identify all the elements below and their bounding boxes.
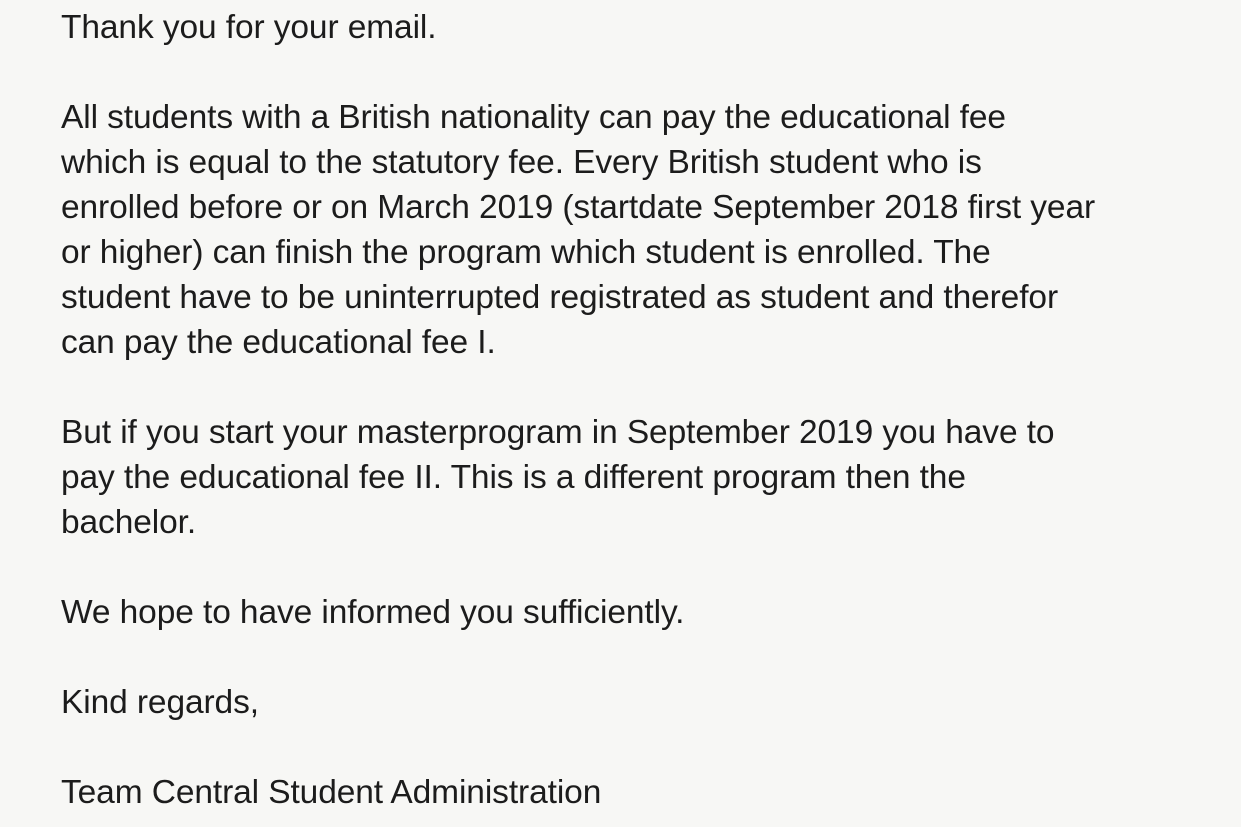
paragraph-gap	[61, 725, 1231, 770]
text-line: or higher) can finish the program which student is enrolled. The	[61, 234, 991, 271]
text-line: can pay the educational fee I.	[61, 324, 496, 361]
text-line: enrolled before or on March 2019 (startdate September 2018 first year	[61, 189, 1096, 226]
text-line: pay the educational fee II. This is a different program then the	[61, 459, 966, 496]
text-line: student have to be uninterrupted registrated as student and therefor	[61, 279, 1059, 316]
text-line: But if you start your masterprogram in September 2019 you have to	[61, 414, 1055, 451]
paragraph-british-fee	[61, 95, 1231, 365]
sign-off: Kind regards,	[61, 684, 259, 721]
closing-statement: We hope to have informed you sufficiently.	[61, 594, 685, 631]
text-line: All students with a British nationality can pay the educational fee	[61, 99, 1006, 136]
paragraph-gap	[61, 365, 1231, 410]
text-line: bachelor.	[61, 504, 197, 541]
paragraph-gap	[61, 635, 1231, 680]
greeting-line: Thank you for your email.	[61, 9, 437, 46]
email-body	[61, 5, 1231, 815]
paragraph-gap	[61, 545, 1231, 590]
signature: Team Central Student Administration	[61, 774, 602, 811]
text-line: which is equal to the statutory fee. Every British student who is	[61, 144, 982, 181]
paragraph-master-fee	[61, 410, 1231, 545]
paragraph-gap	[61, 50, 1231, 95]
